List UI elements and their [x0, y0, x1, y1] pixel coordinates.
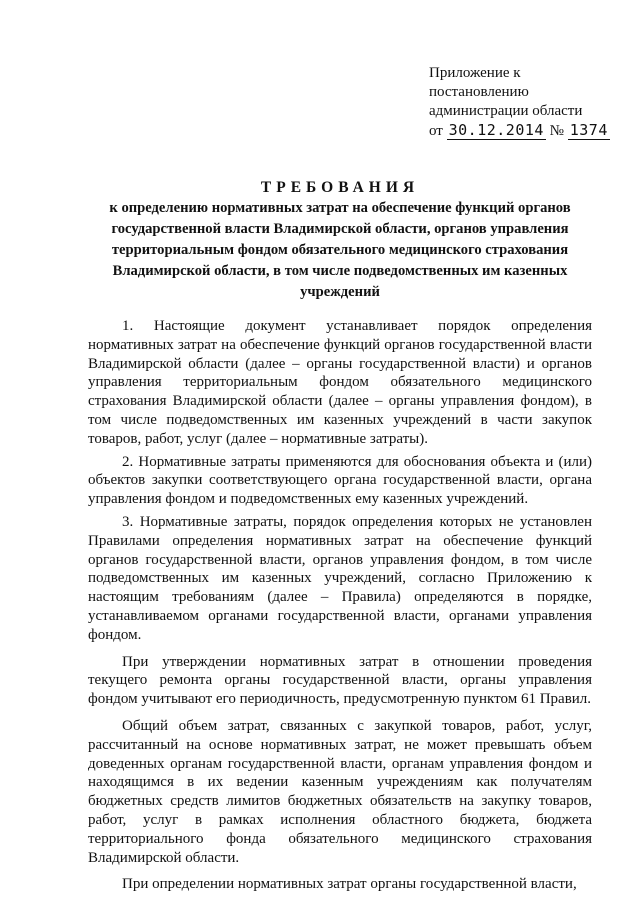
- annex-date-line: [429, 121, 629, 141]
- annex-line-3: администрации области: [429, 103, 583, 119]
- annex-date: 30.12.2014: [448, 121, 544, 139]
- document-heading: [88, 178, 592, 303]
- paragraph-6: При определении нормативных затрат органы государственной власти,: [122, 876, 577, 893]
- annex-date-prefix: от: [429, 123, 443, 139]
- document-title: ТРЕБОВАНИЯ: [260, 179, 420, 196]
- annex-stamp: [429, 64, 629, 141]
- annex-number-mark: №: [549, 123, 564, 139]
- annex-line-1: Приложение к: [429, 65, 521, 81]
- annex-line-2: постановлению: [429, 84, 529, 100]
- document-subtitle: к определению нормативных затрат на обеспечение функций органов государственной власти Владимирской области, органов управления территориальным фондом обязательного медицинского страхования Владимирской области, в том числе подведомственных им казенных учреждений: [109, 200, 571, 300]
- paragraph-1: 1. Настоящие документ устанавливает порядок определения нормативных затрат на обеспечение функций органов государственной власти Владимирской области (далее – органы государственной власти) и органов управления территориальным фондом обязательного медицинского страхования Владимирской области (далее – органы управления фондом), в том числе подведомственных им казенных учреждений в части закупок товаров, работ, услуг (далее – нормативные затраты).: [88, 318, 592, 447]
- paragraph-2: 2. Нормативные затраты применяются для обоснования объекта и (или) объектов закупки соответствующего органа государственной власти, органа управления фондом и подведомственных ему казенных учреждений.: [88, 453, 592, 508]
- paragraph-5: Общий объем затрат, связанных с закупкой товаров, работ, услуг, рассчитанный на основе нормативных затрат, не может превышать объем доведенных органам государственной власти, органам управления фондом и находящимся в их ведении казенным учреждениям как получателям бюджетных средств лимитов бюджетных обязательств на закупку товаров, работ, услуг в рамках исполнения областного бюджета, бюджета территориального фонда обязательного медицинского страхования Владимирской области.: [88, 717, 592, 866]
- paragraph-4: При утверждении нормативных затрат в отношении проведения текущего ремонта органы государственной власти, органы управления фондом учитывают его периодичность, предусмотренную пунктом 61 Правил.: [88, 653, 592, 708]
- annex-number: 1374: [569, 121, 608, 139]
- document-body: [88, 317, 592, 894]
- paragraph-3: 3. Нормативные затраты, порядок определения которых не установлен Правилами определения нормативных затрат на обеспечение функций органов государственной власти, органов управления фондом, в том числе подведомственных им казенных учреждений, согласно Приложению к настоящим требованиям (далее – Правила) определяются в порядке, устанавливаемом органами государственной власти, органами управления фондом.: [88, 513, 592, 643]
